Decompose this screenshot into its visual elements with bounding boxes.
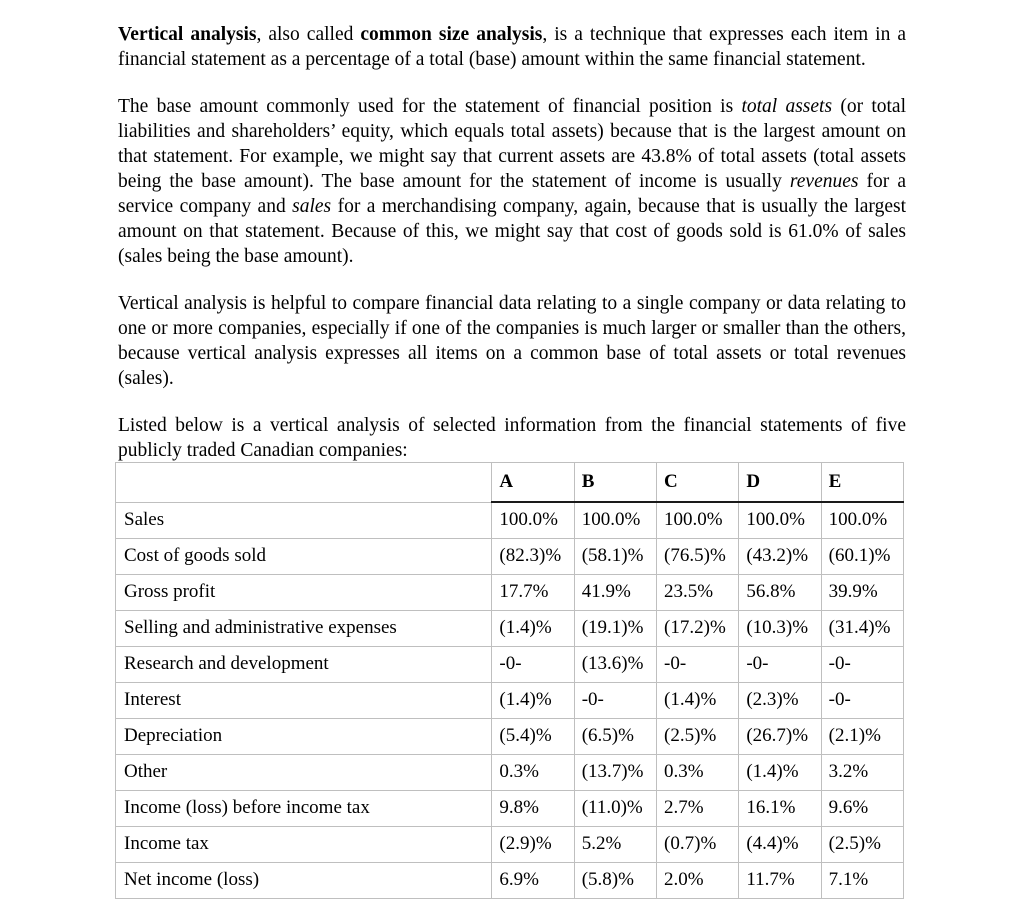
row-label: Research and development xyxy=(116,647,492,683)
row-value-d: 11.7% xyxy=(739,863,821,899)
row-value-b: (11.0)% xyxy=(574,791,656,827)
paragraph-usefulness xyxy=(118,291,906,391)
text-run: Vertical analysis is helpful to compare financial data relating to a single company or data relating to one or more companies, especially if one of the companies is much larger or smaller than the others, because vertical analysis expresses all items on a common base of total assets or total revenues (sales). xyxy=(118,293,906,389)
italic-run: revenues xyxy=(789,171,859,192)
row-value-c: 23.5% xyxy=(657,575,739,611)
row-value-e: (31.4)% xyxy=(821,611,903,647)
row-value-c: (2.5)% xyxy=(657,719,739,755)
row-label: Income tax xyxy=(116,827,492,863)
table-head xyxy=(116,463,904,503)
bold-run: common size analysis xyxy=(360,24,543,45)
text-run: , also called xyxy=(256,24,361,45)
table-row xyxy=(116,863,904,899)
row-value-e: 7.1% xyxy=(821,863,903,899)
row-value-b: (58.1)% xyxy=(574,539,656,575)
row-value-e: (2.1)% xyxy=(821,719,903,755)
row-value-d: 100.0% xyxy=(739,502,821,539)
row-value-a: -0- xyxy=(492,647,574,683)
table-header-blank xyxy=(116,463,492,503)
table-header-b: B xyxy=(574,463,656,503)
row-value-b: (6.5)% xyxy=(574,719,656,755)
row-value-b: 41.9% xyxy=(574,575,656,611)
row-value-e: 3.2% xyxy=(821,755,903,791)
row-value-a: 17.7% xyxy=(492,575,574,611)
row-value-e: -0- xyxy=(821,683,903,719)
row-value-d: (2.3)% xyxy=(739,683,821,719)
table-header-row xyxy=(116,463,904,503)
row-value-d: (1.4)% xyxy=(739,755,821,791)
row-label: Sales xyxy=(116,502,492,539)
row-value-c: (1.4)% xyxy=(657,683,739,719)
paragraph-definition xyxy=(118,22,906,72)
row-value-b: (5.8)% xyxy=(574,863,656,899)
italic-run: sales xyxy=(292,196,332,217)
row-value-c: 0.3% xyxy=(657,755,739,791)
row-label: Selling and administrative expenses xyxy=(116,611,492,647)
paragraph-base-amount xyxy=(118,94,906,269)
text-run: Listed below is a vertical analysis of selected information from the financial statements of five publicly traded Canadian companies: xyxy=(118,415,906,461)
row-value-d: 56.8% xyxy=(739,575,821,611)
row-label: Net income (loss) xyxy=(116,863,492,899)
row-value-a: (5.4)% xyxy=(492,719,574,755)
row-value-e: (60.1)% xyxy=(821,539,903,575)
row-value-c: 100.0% xyxy=(657,502,739,539)
vertical-analysis-table xyxy=(115,462,904,899)
table-row xyxy=(116,502,904,539)
text-run: (or total liabilities and shareholders’ equity, which equals total assets) because that is the largest amount on that statement. For example, we might say that current assets are 43.8% of total assets (total assets being the base amount). The base amount for the statement of income is usually xyxy=(118,96,906,192)
row-value-d: (26.7)% xyxy=(739,719,821,755)
table-row xyxy=(116,575,904,611)
table-header-a: A xyxy=(492,463,574,503)
vertical-analysis-table-container xyxy=(115,462,904,899)
table-row xyxy=(116,647,904,683)
row-value-d: -0- xyxy=(739,647,821,683)
row-value-a: 6.9% xyxy=(492,863,574,899)
table-row xyxy=(116,791,904,827)
text-run: The base amount commonly used for the statement of financial position is xyxy=(118,96,742,117)
row-value-e: 39.9% xyxy=(821,575,903,611)
row-value-e: 9.6% xyxy=(821,791,903,827)
row-value-b: (19.1)% xyxy=(574,611,656,647)
row-label: Cost of goods sold xyxy=(116,539,492,575)
table-row xyxy=(116,755,904,791)
row-value-c: (0.7)% xyxy=(657,827,739,863)
text-run: for a merchandising company, again, because that is usually the largest amount on that statement. Because of this, we might say that cost of goods sold is 61.0% of sales (sales being the base amount). xyxy=(118,196,906,267)
row-value-a: 0.3% xyxy=(492,755,574,791)
document-body-text xyxy=(118,22,906,463)
row-value-d: (4.4)% xyxy=(739,827,821,863)
row-value-e: -0- xyxy=(821,647,903,683)
table-row xyxy=(116,719,904,755)
row-value-b: 5.2% xyxy=(574,827,656,863)
bold-run: Vertical analysis xyxy=(118,24,257,45)
row-value-a: 9.8% xyxy=(492,791,574,827)
row-label: Income (loss) before income tax xyxy=(116,791,492,827)
table-row xyxy=(116,539,904,575)
row-value-c: 2.7% xyxy=(657,791,739,827)
table-row xyxy=(116,611,904,647)
row-value-b: (13.7)% xyxy=(574,755,656,791)
text-run: , is a technique that expresses each item in a financial statement as a percentage of a total (base) amount within the same financial statement. xyxy=(118,24,906,70)
row-value-d: (10.3)% xyxy=(739,611,821,647)
row-value-c: 2.0% xyxy=(657,863,739,899)
row-value-c: (17.2)% xyxy=(657,611,739,647)
table-header-e: E xyxy=(821,463,903,503)
row-value-c: (76.5)% xyxy=(657,539,739,575)
italic-run: total assets xyxy=(741,96,833,117)
row-label: Gross profit xyxy=(116,575,492,611)
row-value-d: 16.1% xyxy=(739,791,821,827)
table-header-c: C xyxy=(657,463,739,503)
table-header-d: D xyxy=(739,463,821,503)
row-label: Other xyxy=(116,755,492,791)
row-value-a: (2.9)% xyxy=(492,827,574,863)
row-value-a: (1.4)% xyxy=(492,683,574,719)
table-row xyxy=(116,827,904,863)
row-value-d: (43.2)% xyxy=(739,539,821,575)
row-value-b: -0- xyxy=(574,683,656,719)
table-row xyxy=(116,683,904,719)
table-body xyxy=(116,502,904,899)
row-label: Depreciation xyxy=(116,719,492,755)
row-value-e: 100.0% xyxy=(821,502,903,539)
row-label: Interest xyxy=(116,683,492,719)
row-value-e: (2.5)% xyxy=(821,827,903,863)
row-value-b: (13.6)% xyxy=(574,647,656,683)
row-value-c: -0- xyxy=(657,647,739,683)
row-value-a: (1.4)% xyxy=(492,611,574,647)
text-run: for a service company and xyxy=(118,171,906,217)
row-value-b: 100.0% xyxy=(574,502,656,539)
row-value-a: 100.0% xyxy=(492,502,574,539)
paragraph-table-intro xyxy=(118,413,906,463)
row-value-a: (82.3)% xyxy=(492,539,574,575)
